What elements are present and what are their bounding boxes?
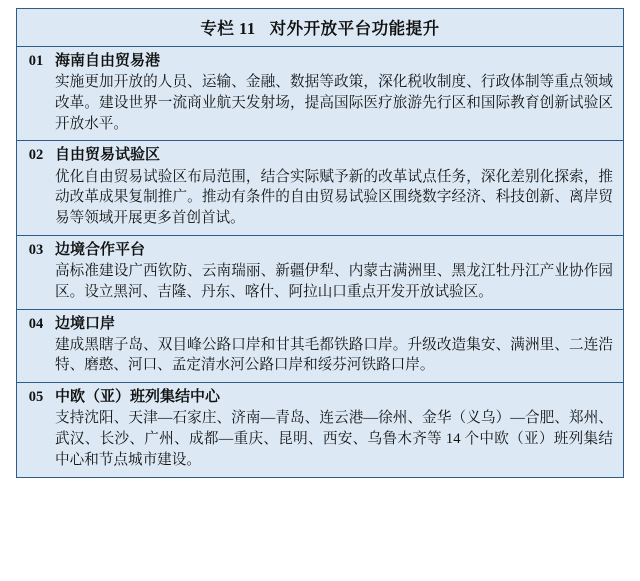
item-body: 优化自由贸易试验区布局范围，结合实际赋予新的改革试点任务，深化差别化探索，推动改革成果复制推广。推动有条件的自由贸易试验区围绕数字经济、科技创新、离岸贸易等领域开展更多首创首试。 (55, 168, 613, 227)
box-title (17, 9, 623, 47)
item-body: 实施更加开放的人员、运输、金融、数据等政策，深化税收制度、行政体制等重点领域改革。建设世界一流商业航天发射场，提高国际医疗旅游先行区和国际教育创新试验区开放水平。 (55, 74, 613, 132)
list-item (17, 141, 623, 235)
item-title: 中欧（亚）班列集结中心 (55, 389, 221, 406)
item-body: 建成黑瞎子岛、双目峰公路口岸和甘其毛都铁路口岸。升级改造集安、满洲里、二连浩特、磨憨、河口、孟定清水河公路口岸和绥芬河铁路口岸。 (55, 336, 613, 374)
list-item (17, 383, 623, 476)
item-body: 高标准建设广西钦防、云南瑞丽、新疆伊犁、内蒙古满洲里、黑龙江牡丹江产业协作园区。设立黑河、吉隆、丹东、喀什、阿拉山口重点开发开放试验区。 (55, 263, 613, 300)
item-content (55, 51, 623, 134)
item-list (17, 47, 623, 477)
item-number: 04 (28, 315, 44, 332)
item-number: 01 (28, 53, 44, 69)
list-item (17, 236, 623, 310)
item-title: 海南自由贸易港 (55, 53, 161, 69)
feature-box (16, 8, 624, 478)
item-content (55, 145, 623, 228)
item-title: 边境口岸 (55, 315, 116, 332)
item-number: 03 (28, 241, 44, 258)
item-content (55, 314, 623, 377)
item-content (55, 240, 623, 303)
item-title: 自由贸易试验区 (55, 147, 161, 164)
item-number: 05 (28, 389, 44, 406)
list-item (17, 47, 623, 141)
list-item (17, 310, 623, 384)
item-number: 02 (28, 147, 44, 164)
item-content (55, 387, 623, 470)
box-label: 专栏 11 (200, 19, 256, 38)
item-title: 边境合作平台 (55, 241, 146, 258)
box-heading: 对外开放平台功能提升 (269, 19, 440, 38)
item-body: 支持沈阳、天津—石家庄、济南—青岛、连云港—徐州、金华（义乌）—合肥、郑州、武汉、长沙、广州、成都—重庆、昆明、西安、乌鲁木齐等 14 个中欧（亚）班列集结中心和节点城市建设。 (55, 410, 613, 468)
